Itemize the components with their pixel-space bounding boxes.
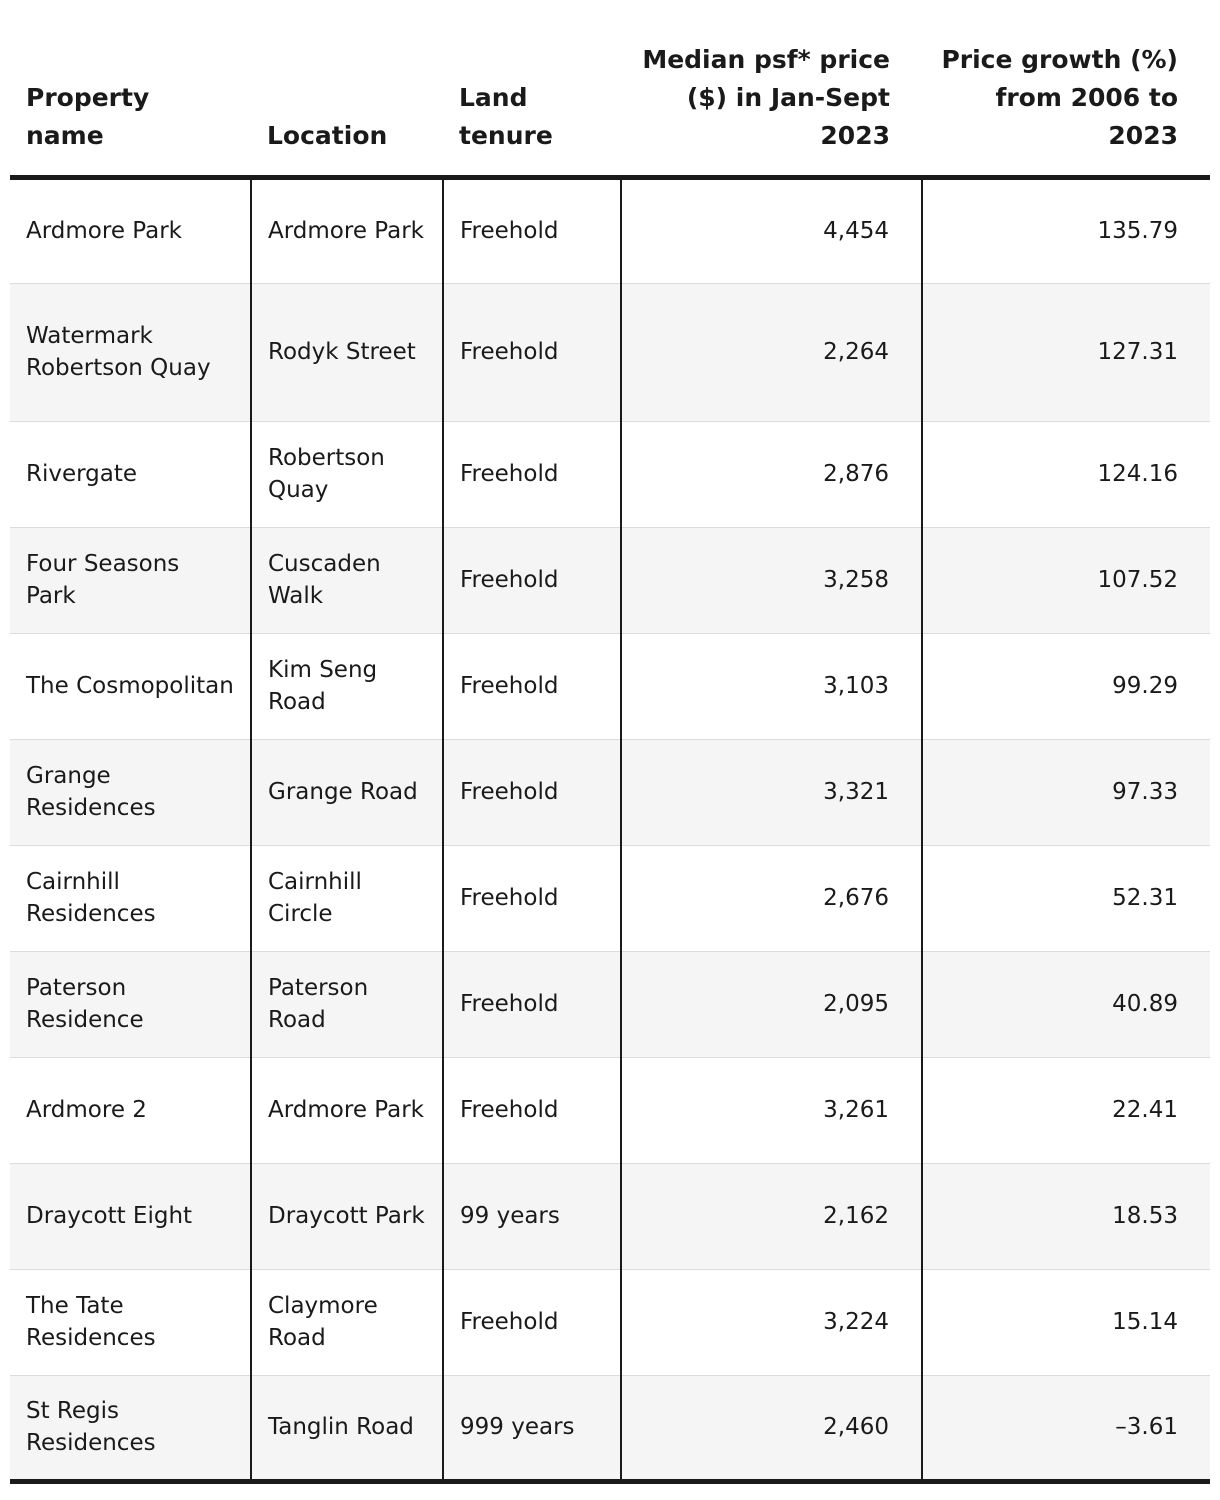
cell-land-tenure: Freehold	[443, 633, 621, 739]
column-header-median-psf-price: Median psf* price ($) in Jan-Sept 2023	[621, 0, 922, 177]
cell-location: Cairnhill Circle	[251, 845, 443, 951]
table-row	[10, 1375, 1210, 1481]
cell-land-tenure: Freehold	[443, 177, 621, 283]
cell-price-growth: 97.33	[922, 739, 1210, 845]
cell-median-psf-price: 2,095	[621, 951, 922, 1057]
cell-property-name: Four Seasons Park	[10, 527, 251, 633]
property-table-container	[10, 0, 1210, 1484]
table-row	[10, 421, 1210, 527]
cell-price-growth: 99.29	[922, 633, 1210, 739]
column-header-location: Location	[251, 0, 443, 177]
cell-location: Tanglin Road	[251, 1375, 443, 1481]
cell-median-psf-price: 2,876	[621, 421, 922, 527]
cell-median-psf-price: 3,261	[621, 1057, 922, 1163]
cell-land-tenure: Freehold	[443, 951, 621, 1057]
cell-land-tenure: Freehold	[443, 739, 621, 845]
cell-property-name: St Regis Residences	[10, 1375, 251, 1481]
cell-land-tenure: Freehold	[443, 1269, 621, 1375]
cell-median-psf-price: 3,224	[621, 1269, 922, 1375]
cell-price-growth: 107.52	[922, 527, 1210, 633]
cell-property-name: Ardmore 2	[10, 1057, 251, 1163]
cell-property-name: Draycott Eight	[10, 1163, 251, 1269]
cell-median-psf-price: 2,460	[621, 1375, 922, 1481]
cell-property-name: The Cosmopolitan	[10, 633, 251, 739]
cell-price-growth: 40.89	[922, 951, 1210, 1057]
cell-median-psf-price: 4,454	[621, 177, 922, 283]
cell-price-growth: 127.31	[922, 283, 1210, 421]
cell-location: Rodyk Street	[251, 283, 443, 421]
cell-property-name: Grange Residences	[10, 739, 251, 845]
table-row	[10, 1163, 1210, 1269]
cell-median-psf-price: 3,103	[621, 633, 922, 739]
table-row	[10, 633, 1210, 739]
cell-location: Grange Road	[251, 739, 443, 845]
cell-median-psf-price: 3,258	[621, 527, 922, 633]
cell-land-tenure: Freehold	[443, 845, 621, 951]
property-price-table	[10, 0, 1210, 1484]
table-row	[10, 951, 1210, 1057]
cell-location: Ardmore Park	[251, 1057, 443, 1163]
cell-median-psf-price: 2,162	[621, 1163, 922, 1269]
table-row	[10, 1269, 1210, 1375]
cell-price-growth: 22.41	[922, 1057, 1210, 1163]
cell-price-growth: 52.31	[922, 845, 1210, 951]
table-row	[10, 1057, 1210, 1163]
cell-location: Paterson Road	[251, 951, 443, 1057]
table-body	[10, 177, 1210, 1481]
table-row	[10, 177, 1210, 283]
cell-price-growth: 15.14	[922, 1269, 1210, 1375]
table-row	[10, 739, 1210, 845]
cell-property-name: Watermark Robertson Quay	[10, 283, 251, 421]
cell-property-name: Ardmore Park	[10, 177, 251, 283]
header-row	[10, 0, 1210, 177]
column-header-price-growth: Price growth (%) from 2006 to 2023	[922, 0, 1210, 177]
cell-location: Robertson Quay	[251, 421, 443, 527]
cell-price-growth: 18.53	[922, 1163, 1210, 1269]
cell-median-psf-price: 2,676	[621, 845, 922, 951]
cell-property-name: Cairnhill Residences	[10, 845, 251, 951]
cell-price-growth: 124.16	[922, 421, 1210, 527]
cell-property-name: The Tate Residences	[10, 1269, 251, 1375]
cell-location: Cuscaden Walk	[251, 527, 443, 633]
cell-price-growth: –3.61	[922, 1375, 1210, 1481]
cell-land-tenure: 999 years	[443, 1375, 621, 1481]
cell-location: Ardmore Park	[251, 177, 443, 283]
cell-property-name: Rivergate	[10, 421, 251, 527]
column-header-land-tenure: Land tenure	[443, 0, 621, 177]
table-row	[10, 527, 1210, 633]
cell-location: Draycott Park	[251, 1163, 443, 1269]
table-header	[10, 0, 1210, 177]
table-row	[10, 283, 1210, 421]
cell-median-psf-price: 3,321	[621, 739, 922, 845]
cell-price-growth: 135.79	[922, 177, 1210, 283]
cell-land-tenure: Freehold	[443, 283, 621, 421]
cell-land-tenure: Freehold	[443, 527, 621, 633]
cell-median-psf-price: 2,264	[621, 283, 922, 421]
table-row	[10, 845, 1210, 951]
cell-land-tenure: Freehold	[443, 421, 621, 527]
cell-location: Kim Seng Road	[251, 633, 443, 739]
cell-land-tenure: 99 years	[443, 1163, 621, 1269]
cell-location: Claymore Road	[251, 1269, 443, 1375]
cell-property-name: Paterson Residence	[10, 951, 251, 1057]
column-header-property-name: Property name	[10, 0, 251, 177]
cell-land-tenure: Freehold	[443, 1057, 621, 1163]
